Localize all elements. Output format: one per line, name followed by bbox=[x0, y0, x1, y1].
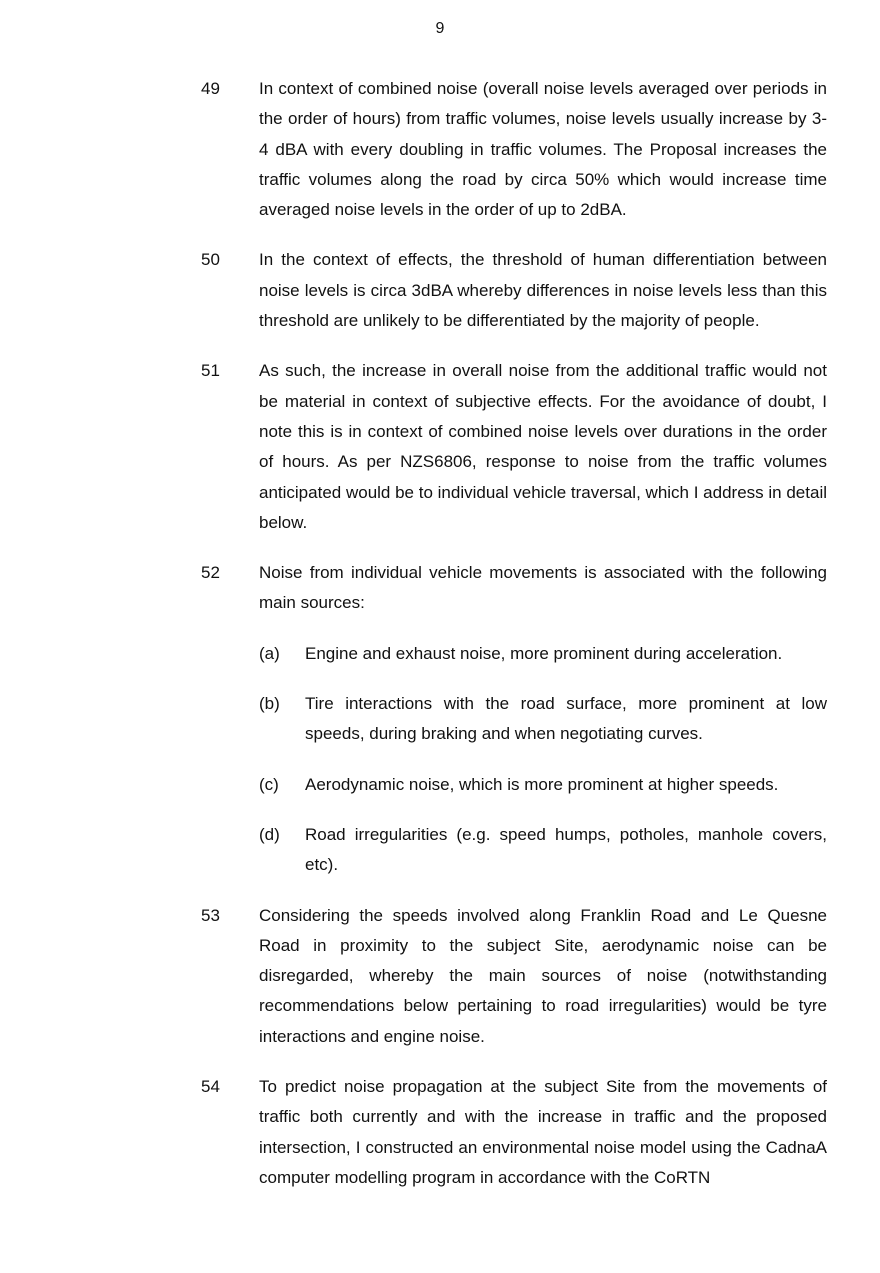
paragraph-number: 54 bbox=[201, 1077, 220, 1097]
paragraph-text: To predict noise propagation at the subject Site from the movements of traffic both currently and with the increase in traffic and the proposed intersection, I constructed an environmental noise model using the CadnaA computer modelling program in accordance with the CoRTN bbox=[259, 1077, 827, 1187]
paragraph-number: 53 bbox=[201, 905, 220, 925]
sub-list bbox=[259, 639, 827, 881]
paragraph-49 bbox=[201, 74, 827, 225]
document-body bbox=[201, 74, 827, 1213]
paragraph-text: In context of combined noise (overall noise levels averaged over periods in the order of hours) from traffic volumes, noise levels usually increase by 3-4 dBA with every doubling in traffic volumes. The Proposal increases the traffic volumes along the road by circa 50% which would increase time averaged noise levels in the order of up to 2dBA. bbox=[259, 79, 827, 220]
list-item-text: Engine and exhaust noise, more prominent during acceleration. bbox=[305, 643, 783, 663]
paragraph-52 bbox=[201, 558, 827, 619]
paragraph-text: As such, the increase in overall noise from the additional traffic would not be material in context of subjective effects. For the avoidance of doubt, I note this is in context of combined noise levels over durations in the order of hours. As per NZS6806, response to noise from the traffic volumes anticipated would be to individual vehicle traversal, which I address in detail below. bbox=[259, 361, 827, 532]
paragraph-54 bbox=[201, 1072, 827, 1193]
paragraph-text: In the context of effects, the threshold of human differentiation between noise levels is circa 3dBA whereby differences in noise levels less than this threshold are unlikely to be differentiated by the majority of people. bbox=[259, 250, 827, 331]
paragraph-text: Noise from individual vehicle movements is associated with the following main sources: bbox=[259, 563, 827, 613]
list-item-text: Road irregularities (e.g. speed humps, potholes, manhole covers, etc). bbox=[305, 824, 827, 875]
list-item bbox=[259, 689, 827, 750]
page-number: 9 bbox=[435, 20, 445, 37]
paragraph-50 bbox=[201, 245, 827, 336]
list-item-text: Tire interactions with the road surface, more prominent at low speeds, during braking and when negotiating curves. bbox=[305, 694, 827, 744]
list-item bbox=[259, 639, 827, 669]
paragraph-text: Considering the speeds involved along Franklin Road and Le Quesne Road in proximity to the subject Site, aerodynamic noise can be disregarded, whereby the main sources of noise (notwithstanding recommendations below pertaining to road irregularities) would be tyre interactions and engine noise. bbox=[259, 905, 827, 1046]
paragraph-number: 52 bbox=[201, 563, 220, 583]
list-item-label: (c) bbox=[259, 774, 279, 794]
list-item-label: (a) bbox=[259, 643, 280, 663]
paragraph-number: 51 bbox=[201, 361, 220, 381]
list-item-text: Aerodynamic noise, which is more prominent at higher speeds. bbox=[305, 774, 779, 794]
list-item-label: (d) bbox=[259, 824, 280, 844]
paragraph-number: 49 bbox=[201, 79, 220, 98]
paragraph-53 bbox=[201, 901, 827, 1052]
list-item-label: (b) bbox=[259, 694, 280, 714]
list-item bbox=[259, 770, 827, 800]
paragraph-51 bbox=[201, 356, 827, 538]
list-item bbox=[259, 820, 827, 881]
paragraph-number: 50 bbox=[201, 250, 220, 270]
